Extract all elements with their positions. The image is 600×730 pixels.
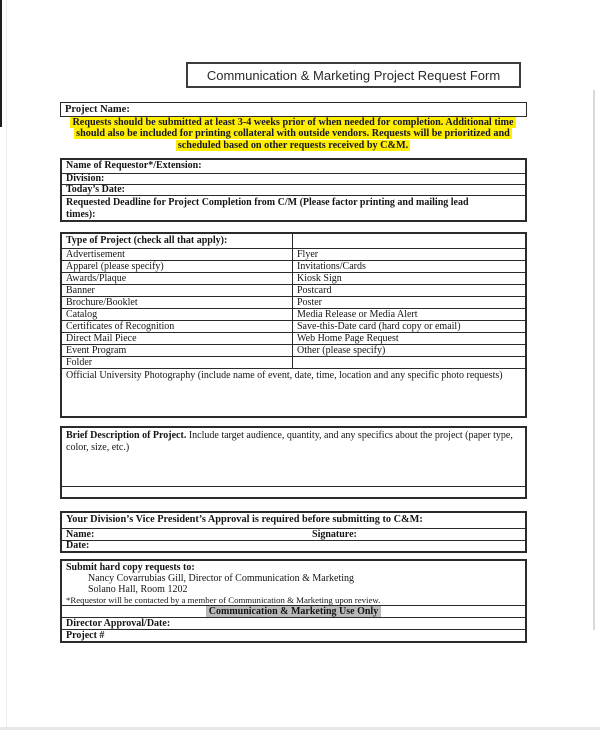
- type-cell-right: Kiosk Sign: [297, 273, 342, 284]
- type-row: [62, 260, 525, 272]
- project-type-header: Type of Project (check all that apply):: [62, 234, 293, 248]
- requestor-name-field: [62, 160, 525, 173]
- submission-instructions: [62, 561, 525, 605]
- type-cell-right: Web Home Page Request: [297, 333, 399, 344]
- deadline-field: [62, 195, 525, 220]
- type-cell-right: [293, 357, 525, 368]
- requestor-info-table: [60, 158, 527, 222]
- approval-name-label: Name:: [66, 529, 95, 540]
- scan-artifact-right-faint: [593, 90, 595, 630]
- type-cell-left: Awards/Plaque: [62, 273, 293, 284]
- type-cell-left: Catalog: [62, 309, 293, 320]
- office-use-only-row: [62, 605, 525, 617]
- type-row: [62, 344, 525, 356]
- type-row: [62, 320, 525, 332]
- project-number-label: Project #: [66, 630, 105, 641]
- brief-description-cell: [62, 428, 525, 486]
- approval-date-row: [62, 540, 525, 551]
- approval-signature-label: Signature:: [312, 529, 357, 540]
- type-row: [62, 332, 525, 344]
- submission-notice: [56, 117, 530, 151]
- director-approval-label: Director Approval/Date:: [66, 618, 171, 629]
- type-cell-right: Flyer: [297, 249, 319, 260]
- photography-note-cell: [62, 368, 525, 416]
- type-cell-left: Folder: [62, 357, 293, 368]
- form-title-box: [186, 62, 521, 88]
- submission-header: Submit hard copy requests to:: [66, 562, 195, 573]
- type-row: [62, 308, 525, 320]
- project-type-table: [60, 232, 527, 418]
- approval-name-signature-row: [62, 528, 525, 540]
- project-name-label: Project Name:: [65, 104, 130, 115]
- approval-date-label: Date:: [66, 540, 90, 551]
- project-type-header-empty-cell: [293, 234, 525, 248]
- project-name-field: [60, 102, 527, 117]
- vp-approval-header: Your Division’s Vice President’s Approval is required before submitting to C&M:: [66, 514, 423, 525]
- vp-approval-table: [60, 511, 527, 553]
- brief-description-text: Include target audience, quantity, and any specifics about the project (paper type, color, size, etc.): [66, 430, 513, 453]
- brief-description-box: [60, 426, 527, 499]
- brief-description-empty-row: [62, 486, 525, 497]
- type-cell-left: Advertisement: [62, 249, 293, 260]
- submission-notice-text: Requests should be submitted at least 3-4 weeks prior of when needed for completion. Additional time should also be included for printing collateral with outside vendors. Requests will be prioritized and scheduled based on other requests received by C&M.: [72, 117, 514, 151]
- type-row: [62, 248, 525, 260]
- type-row: [62, 284, 525, 296]
- project-number-field: [62, 629, 525, 641]
- submission-footnote: *Requestor will be contacted by a member of Communication & Marketing upon review.: [66, 595, 381, 605]
- photography-note: Official University Photography (include name of event, date, time, location and any specific photo requests): [66, 370, 503, 381]
- type-cell-left: Direct Mail Piece: [62, 333, 293, 344]
- form-title: Communication & Marketing Project Request Form: [206, 67, 501, 83]
- submission-contact-name: Nancy Covarrubias Gill, Director of Communication & Marketing: [88, 573, 355, 584]
- project-type-header-row: [62, 234, 525, 248]
- division-field: [62, 173, 525, 184]
- type-cell-right: Media Release or Media Alert: [297, 309, 418, 320]
- type-row: [62, 356, 525, 368]
- type-cell-right: Invitations/Cards: [297, 261, 366, 272]
- type-cell-left: Apparel (please specify): [62, 261, 293, 272]
- office-use-only-header: Communication & Marketing Use Only: [206, 606, 381, 617]
- type-cell-right: Postcard: [297, 285, 332, 296]
- brief-description-label: Brief Description of Project.: [66, 430, 187, 441]
- type-cell-right: Save-this-Date card (hard copy or email): [297, 321, 461, 332]
- type-cell-left: Brochure/Booklet: [62, 297, 293, 308]
- division-label: Division:: [66, 173, 105, 184]
- type-cell-right: Other (please specify): [297, 345, 386, 356]
- scan-artifact-left-dark: [0, 0, 2, 127]
- todays-date-label: Today’s Date:: [66, 184, 125, 195]
- requestor-name-label: Name of Requestor*/Extension:: [66, 160, 202, 171]
- type-cell-right: Poster: [297, 297, 322, 308]
- type-cell-left: Event Program: [62, 345, 293, 356]
- type-row: [62, 296, 525, 308]
- type-cell-left: Banner: [62, 285, 293, 296]
- type-cell-left: Certificates of Recognition: [62, 321, 293, 332]
- type-row: [62, 272, 525, 284]
- submission-box: [60, 559, 527, 643]
- submission-contact-address: Solano Hall, Room 1202: [88, 584, 188, 595]
- scan-artifact-left-faint: [6, 0, 7, 730]
- deadline-label: Requested Deadline for Project Completion from C/M (Please factor printing and mailing lead times):: [66, 197, 469, 220]
- vp-approval-header-row: [62, 513, 525, 528]
- todays-date-field: [62, 184, 525, 195]
- director-approval-field: [62, 617, 525, 629]
